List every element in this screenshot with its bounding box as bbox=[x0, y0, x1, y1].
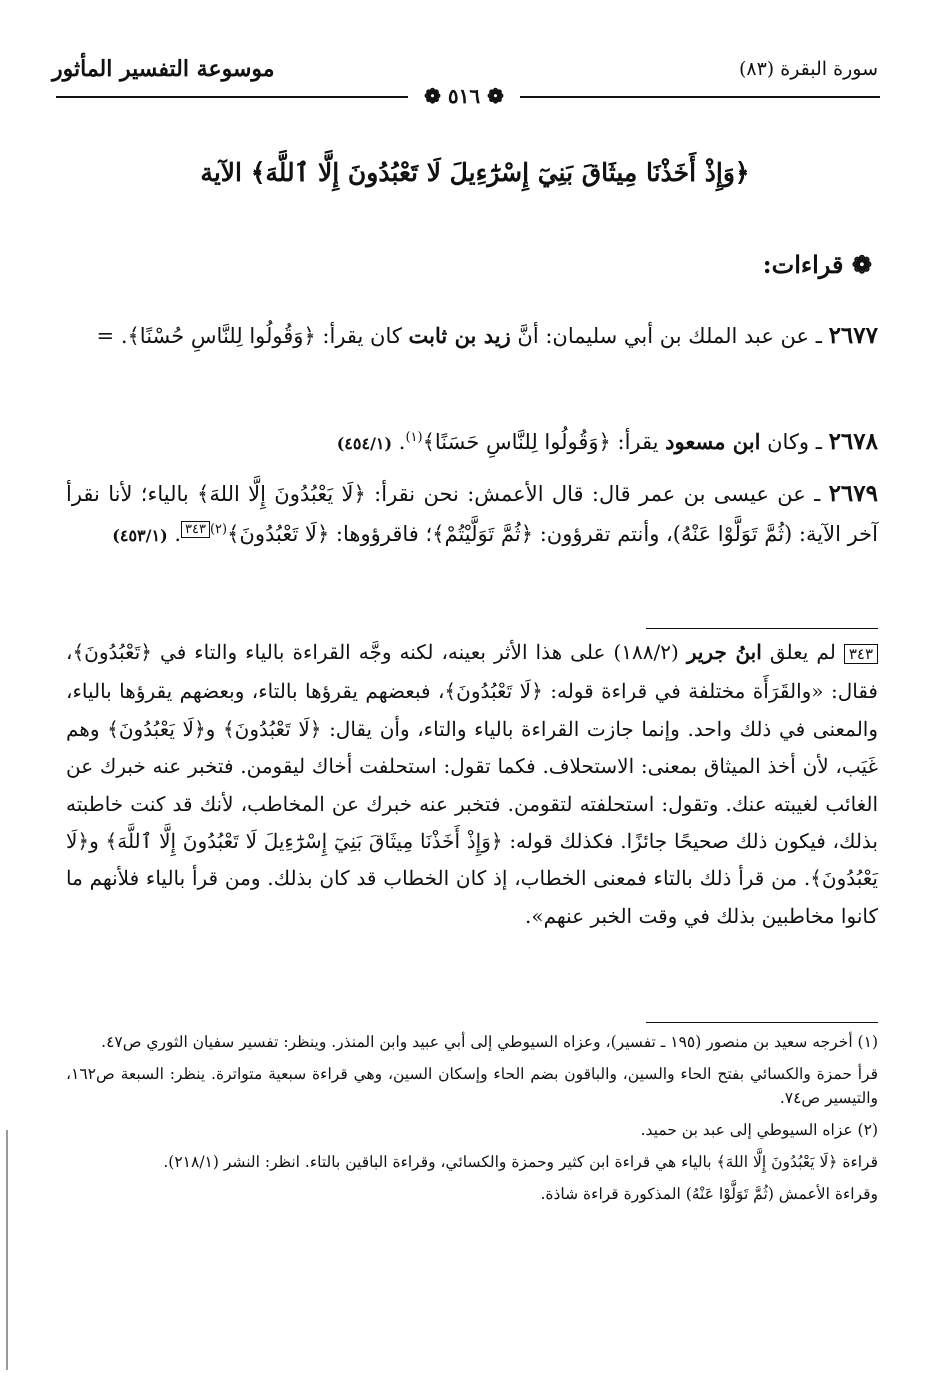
narrator-name: زيد بن ثابت bbox=[408, 323, 511, 348]
narration-text: يقرأ: ﴿وَقُولُوا لِلنَّاسِ حَسَنًا﴾ bbox=[422, 430, 666, 454]
narration-text: ـ وكان bbox=[760, 430, 829, 454]
commentary-block bbox=[66, 634, 878, 935]
commentary-ref[interactable]: ٣٤٣ bbox=[181, 521, 210, 538]
narration-text: . bbox=[392, 430, 406, 454]
narrator-name: ابن مسعود bbox=[665, 429, 761, 454]
commentary-text: (١٨٨/٢) على هذا الأثر بعينه، لكنه وجَّه القراءة بالياء والتاء في ﴿تَعْبُدُونَ﴾، فقال: «والقَرَأَة مختلفة في قراءة قوله: ﴿لَا تَعْبُدُونَ﴾، فبعضهم يقرؤها بالتاء، وبعضهم يقرؤها بالياء، والمعنى في ذلك واحد. وإنما جازت القراءة بالياء والتاء، وأن يقال: ﴿لَا تَعْبُدُونَ﴾ و﴿لَا يَعْبُدُونَ﴾ وهم غَيَب، لأن أخذ الميثاق بمعنى: الاستحلاف. فكما تقول: استحلفت أخاك ليقومن. فتخبر عنه خبرك عن الغائب لغيبته عنك. وتقول: استحلفته لتقومن. فتخبر عنه خبرك عن المخاطب، لأنك قد كنت خاطبته بذلك، فيكون ذلك صحيحًا جائزًا. فكذلك قوله: ﴿وَإِذْ أَخَذْنَا مِيثَاقَ بَنِيٓ إِسْرَٰٓءِيلَ لَا تَعْبُدُونَ إِلَّا ٱللَّهَ﴾ و﴿لَا يَعْبُدُونَ﴾. من قرأ ذلك بالتاء فمعنى الخطاب، إذ كان الخطاب قد كان بذلك. ومن قرأ بالياء فلأنهم ما كانوا مخاطبين بذلك في وقت الخبر عنهم». bbox=[66, 640, 878, 928]
narration-2677 bbox=[66, 318, 878, 354]
section-heading: ❁ قراءات: bbox=[762, 250, 872, 279]
narration-2678 bbox=[66, 420, 878, 462]
narration-text: . bbox=[167, 522, 181, 546]
footnote: (١) أخرجه سعيد بن منصور (١٩٥ ـ تفسير)، وعزاه السيوطي إلى أبي عبيد وابن المنذر. وينظر: تفسير سفيان الثوري ص٤٧. bbox=[101, 1033, 878, 1051]
footnote-ref[interactable]: (٢) bbox=[209, 522, 228, 537]
narration-2679 bbox=[66, 476, 878, 554]
page-number: ❁ ٥١٦ ❁ bbox=[424, 84, 504, 108]
narration-number: ٢٦٧٨ bbox=[828, 428, 878, 455]
footnote: قرأ حمزة والكسائي بفتح الحاء والسين، والباقون بضم الحاء وإسكان السين، وهي قراءة سبعية متواترة. ينظر: السبعة ص١٦٢، والتيسير ص٧٤. bbox=[66, 1065, 878, 1107]
footnotes bbox=[66, 1030, 878, 1214]
surah-info: سورة البقرة (٨٣) bbox=[738, 58, 878, 80]
narration-text: ـ عن عبد الملك بن أبي سليمان: أنَّ bbox=[510, 324, 829, 348]
scan-edge-line bbox=[6, 1130, 8, 1370]
footnote-ref[interactable]: (١) bbox=[405, 430, 423, 445]
footnote: قراءة ﴿لَا يَعْبُدُونَ إِلَّا اللهَ﴾ بالياء هي قراءة ابن كثير وحمزة والكسائي، وقراءة الباقين بالتاء. انظر: النشر (٢١٨/١). bbox=[163, 1153, 878, 1171]
footnote: (٢) عزاه السيوطي إلى عبد بن حميد. bbox=[640, 1121, 878, 1139]
separator-rule bbox=[646, 628, 878, 629]
source-reference: (٤٥٣/١) bbox=[112, 526, 168, 545]
narration-number: ٢٦٧٧ bbox=[828, 322, 878, 349]
scholar-name: ابنُ جرير bbox=[686, 640, 762, 664]
verse-heading: ﴿وَإِذْ أَخَذْنَا مِيثَاقَ بَنِيٓ إِسْرَٰٓءِيلَ لَا تَعْبُدُونَ إِلَّا ٱللَّهَ﴾ الآية bbox=[200, 158, 750, 187]
book-title: موسوعة التفسير المأثور bbox=[52, 56, 275, 82]
commentary-number: ٣٤٣ bbox=[844, 644, 878, 664]
header-rule bbox=[56, 96, 408, 98]
footnote: وقراءة الأعمش (ثُمَّ تَوَلَّوْا عَنْهُ) المذكورة قراءة شاذة. bbox=[540, 1185, 878, 1203]
narration-text: ـ عن عيسى بن عمر قال: قال الأعمش: نحن نقرأ: ﴿لَا يَعْبُدُونَ إِلَّا اللهَ﴾ بالياء؛ لأنا نقرأ آخر الآية: (ثُمَّ تَوَلَّوْا عَنْهُ)، وأنتم تقرؤون: ﴿ثُمَّ تَوَلَّيْتُمْ﴾؛ فاقرؤوها: ﴿لَا تَعْبُدُونَ﴾ bbox=[66, 482, 878, 546]
header-rule bbox=[520, 96, 880, 98]
source-reference: (٤٥٤/١) bbox=[336, 434, 393, 453]
page-number-value: ٥١٦ bbox=[447, 84, 481, 108]
narration-number: ٢٦٧٩ bbox=[828, 480, 878, 507]
commentary-text: لم يعلق bbox=[761, 640, 844, 664]
narration-text: كان يقرأ: ﴿وَقُولُوا لِلنَّاسِ حُسْنًا﴾. = bbox=[96, 324, 409, 348]
footnote-separator bbox=[646, 1022, 878, 1023]
